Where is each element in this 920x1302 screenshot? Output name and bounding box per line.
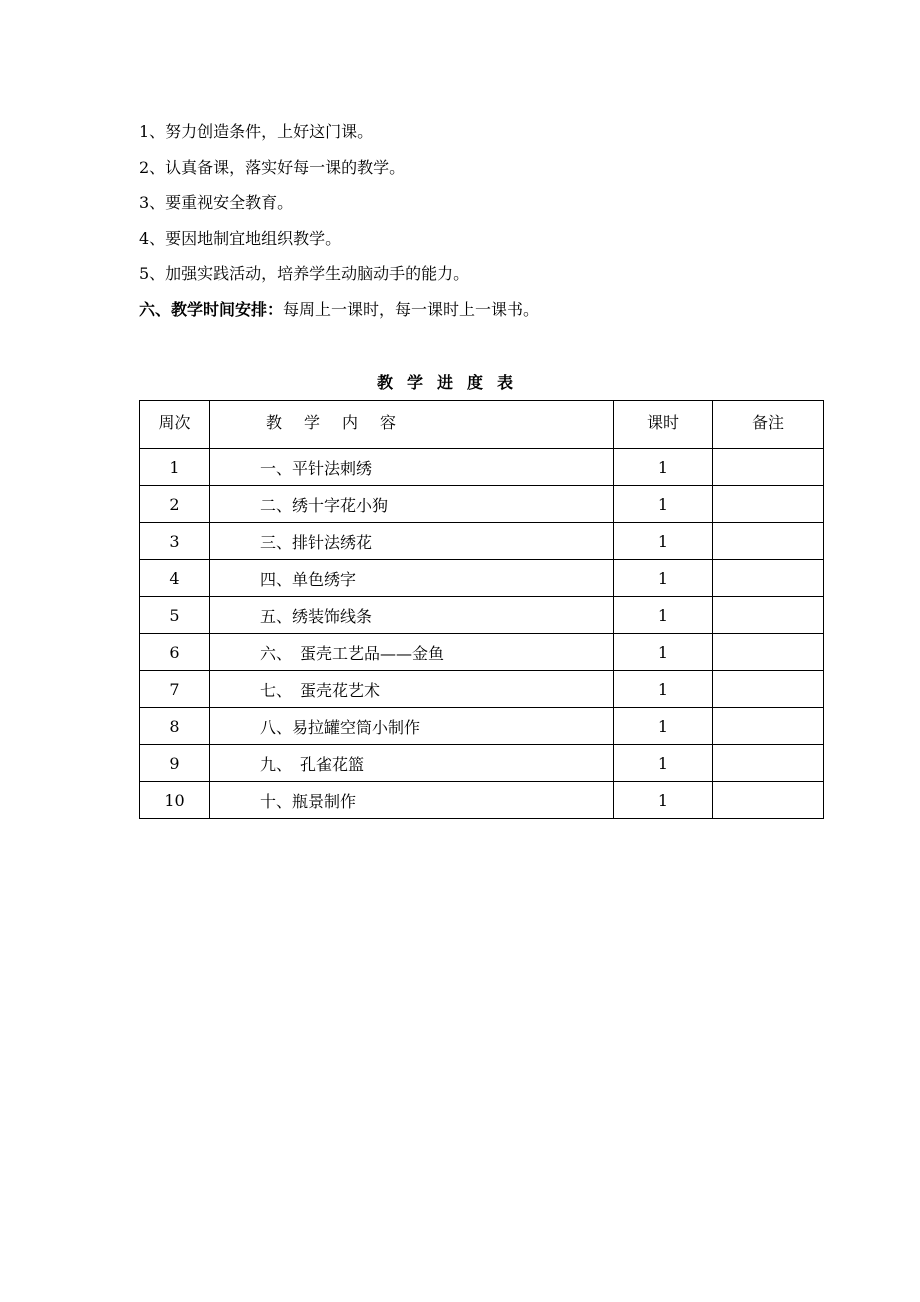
table-row: [140, 597, 824, 634]
cell-week: 7: [140, 671, 210, 708]
cell-content: 十、瓶景制作: [210, 782, 614, 819]
table-row: [140, 745, 824, 782]
cell-week: 10: [140, 782, 210, 819]
cell-content: 四、单色绣字: [210, 560, 614, 597]
cell-hours: 1: [614, 634, 713, 671]
cell-week: 9: [140, 745, 210, 782]
cell-notes: [713, 597, 824, 634]
table-row: [140, 486, 824, 523]
table-header-row: [140, 401, 824, 449]
cell-content: 三、排针法绣花: [210, 523, 614, 560]
section-heading: 六、教学时间安排：: [139, 299, 284, 319]
measures-list: [139, 114, 839, 328]
table-row: [140, 671, 824, 708]
cell-week: 6: [140, 634, 210, 671]
table-row: [140, 782, 824, 819]
cell-week: 5: [140, 597, 210, 634]
cell-notes: [713, 708, 824, 745]
cell-hours: 1: [614, 782, 713, 819]
list-item: 3、要重视安全教育。: [139, 193, 294, 212]
cell-week: 2: [140, 486, 210, 523]
cell-week: 4: [140, 560, 210, 597]
cell-content: 五、绣装饰线条: [210, 597, 614, 634]
cell-content: 七、 蛋壳花艺术: [210, 671, 614, 708]
cell-notes: [713, 745, 824, 782]
table-title: 教学进度表: [376, 373, 527, 392]
header-week: 周次: [140, 401, 210, 449]
cell-notes: [713, 671, 824, 708]
cell-hours: 1: [614, 708, 713, 745]
list-item: 4、要因地制宜地组织教学。: [139, 228, 342, 248]
cell-hours: 1: [614, 523, 713, 560]
cell-week: 3: [140, 523, 210, 560]
table-row: [140, 634, 824, 671]
table-row: [140, 560, 824, 597]
cell-notes: [713, 523, 824, 560]
cell-week: 1: [140, 449, 210, 486]
header-notes: 备注: [713, 401, 824, 449]
cell-hours: 1: [614, 449, 713, 486]
cell-hours: 1: [614, 560, 713, 597]
schedule-table: [139, 400, 824, 819]
header-content: 教学内容: [210, 401, 614, 449]
cell-content: 六、 蛋壳工艺品——金鱼: [210, 634, 614, 671]
cell-notes: [713, 782, 824, 819]
table-row: [140, 449, 824, 486]
cell-content: 一、平针法刺绣: [210, 449, 614, 486]
header-hours: 课时: [614, 401, 713, 449]
table-row: [140, 523, 824, 560]
section-text: 每周上一课时，每一课时上一课书。: [283, 299, 540, 319]
list-item: 2、认真备课，落实好每一课的教学。: [139, 157, 406, 177]
list-item: 5、加强实践活动，培养学生动脑动手的能力。: [139, 264, 470, 283]
cell-hours: 1: [614, 486, 713, 523]
cell-notes: [713, 449, 824, 486]
cell-notes: [713, 634, 824, 671]
cell-hours: 1: [614, 597, 713, 634]
cell-notes: [713, 560, 824, 597]
table-row: [140, 708, 824, 745]
cell-notes: [713, 486, 824, 523]
list-item: 1、努力创造条件，上好这门课。: [139, 122, 374, 141]
cell-content: 二、绣十字花小狗: [210, 486, 614, 523]
cell-hours: 1: [614, 745, 713, 782]
cell-hours: 1: [614, 671, 713, 708]
cell-week: 8: [140, 708, 210, 745]
section-schedule-line: [139, 292, 839, 328]
cell-content: 八、易拉罐空筒小制作: [210, 708, 614, 745]
cell-content: 九、 孔雀花篮: [210, 745, 614, 782]
